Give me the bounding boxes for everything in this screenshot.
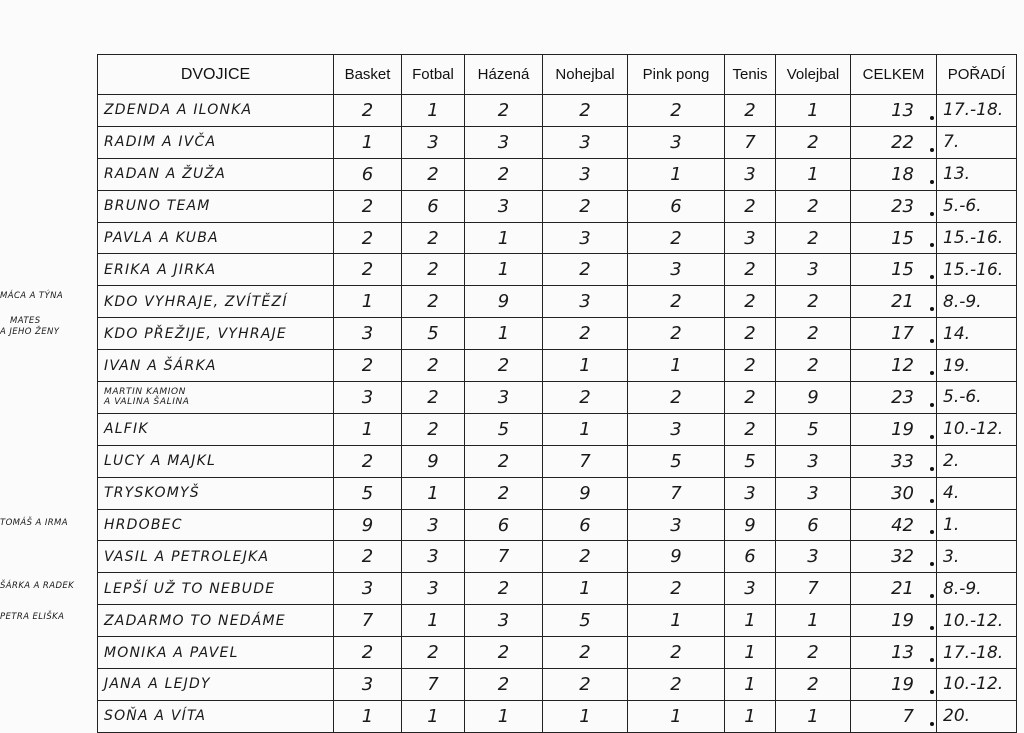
score-cell: 3	[334, 318, 402, 350]
total-cell: 32	[851, 541, 937, 573]
score-cell: 3	[725, 477, 776, 509]
table-row	[98, 509, 1017, 541]
score-cell: 6	[334, 158, 402, 190]
score-cell: 9	[543, 477, 628, 509]
score-cell: 9	[725, 509, 776, 541]
score-cell: 7	[334, 605, 402, 637]
score-cell: 3	[543, 158, 628, 190]
score-cell: 2	[776, 637, 851, 669]
score-cell: 2	[334, 541, 402, 573]
table-row	[98, 541, 1017, 573]
rank-cell: 10.-12.	[937, 669, 1017, 701]
score-cell: 3	[334, 573, 402, 605]
score-cell: 2	[725, 254, 776, 286]
score-cell: 3	[776, 541, 851, 573]
score-cell: 2	[465, 350, 543, 382]
rank-cell: 15.-16.	[937, 222, 1017, 254]
team-name: TRYSKOMYŠ	[98, 477, 334, 509]
table-row	[98, 637, 1017, 669]
score-cell: 3	[628, 254, 725, 286]
score-cell: 2	[543, 637, 628, 669]
score-cell: 2	[402, 637, 465, 669]
score-cell: 9	[628, 541, 725, 573]
score-cell: 3	[628, 413, 725, 445]
score-cell: 1	[402, 95, 465, 127]
score-cell: 2	[776, 318, 851, 350]
margin-note-row7: MÁCA A TÝNA	[0, 291, 64, 301]
score-cell: 6	[465, 509, 543, 541]
table-row	[98, 413, 1017, 445]
total-cell: 30	[851, 477, 937, 509]
score-cell: 3	[465, 190, 543, 222]
column-header: Házená	[465, 55, 543, 95]
score-cell: 2	[543, 95, 628, 127]
total-cell: 21	[851, 286, 937, 318]
score-cell: 2	[334, 95, 402, 127]
table-row	[98, 95, 1017, 127]
score-cell: 1	[543, 700, 628, 732]
score-cell: 1	[465, 254, 543, 286]
team-name: MONIKA A PAVEL	[98, 637, 334, 669]
column-header: Nohejbal	[543, 55, 628, 95]
table-row	[98, 573, 1017, 605]
score-cell: 2	[465, 95, 543, 127]
score-cell: 1	[334, 286, 402, 318]
score-cell: 3	[402, 541, 465, 573]
score-cell: 6	[776, 509, 851, 541]
score-cell: 3	[543, 222, 628, 254]
score-cell: 2	[628, 637, 725, 669]
column-header: Fotbal	[402, 55, 465, 95]
score-cell: 2	[543, 382, 628, 414]
rank-cell: 8.-9.	[937, 286, 1017, 318]
score-cell: 1	[334, 126, 402, 158]
column-header: DVOJICE	[98, 55, 334, 95]
rank-cell: 5.-6.	[937, 190, 1017, 222]
total-cell: 42	[851, 509, 937, 541]
score-cell: 3	[725, 222, 776, 254]
score-cell: 2	[725, 382, 776, 414]
score-cell: 7	[776, 573, 851, 605]
score-cell: 3	[465, 382, 543, 414]
rank-cell: 17.-18.	[937, 637, 1017, 669]
total-cell: 22	[851, 126, 937, 158]
score-cell: 3	[628, 509, 725, 541]
results-table	[97, 54, 1017, 733]
margin-note-row8-line1: MATES	[10, 316, 41, 326]
score-cell: 5	[543, 605, 628, 637]
rank-cell: 15.-16.	[937, 254, 1017, 286]
score-cell: 2	[543, 318, 628, 350]
score-cell: 7	[628, 477, 725, 509]
team-name: RADIM A IVČA	[98, 126, 334, 158]
table-row	[98, 254, 1017, 286]
score-cell: 1	[465, 318, 543, 350]
team-name: KDO VYHRAJE, ZVÍTĚZÍ	[98, 286, 334, 318]
total-cell: 18	[851, 158, 937, 190]
score-cell: 2	[402, 382, 465, 414]
score-cell: 3	[776, 477, 851, 509]
team-name: JANA A LEJDY	[98, 669, 334, 701]
total-cell: 7	[851, 700, 937, 732]
score-cell: 3	[402, 573, 465, 605]
table-row	[98, 669, 1017, 701]
team-name-line: A VALINA ŠALINA	[104, 397, 190, 408]
score-cell: 5	[628, 445, 725, 477]
score-cell: 7	[543, 445, 628, 477]
column-header: CELKEM	[851, 55, 937, 95]
score-cell: 2	[465, 573, 543, 605]
score-cell: 2	[776, 350, 851, 382]
team-name: BRUNO TEAM	[98, 190, 334, 222]
table-body	[98, 95, 1017, 733]
table-row	[98, 286, 1017, 318]
score-cell: 1	[465, 222, 543, 254]
score-cell: 2	[334, 350, 402, 382]
score-cell: 2	[334, 190, 402, 222]
score-cell: 2	[402, 350, 465, 382]
score-cell: 2	[725, 318, 776, 350]
score-cell: 1	[776, 605, 851, 637]
team-name	[98, 382, 334, 414]
score-cell: 2	[628, 95, 725, 127]
score-cell: 1	[725, 700, 776, 732]
score-cell: 2	[465, 445, 543, 477]
score-cell: 5	[465, 413, 543, 445]
margin-note-row17: PETRA ELIŠKA	[0, 612, 65, 622]
total-cell: 23	[851, 190, 937, 222]
team-name: ALFIK	[98, 413, 334, 445]
total-cell: 15	[851, 254, 937, 286]
score-cell: 3	[465, 605, 543, 637]
score-cell: 1	[543, 350, 628, 382]
score-cell: 2	[402, 222, 465, 254]
score-cell: 5	[402, 318, 465, 350]
total-cell: 23	[851, 382, 937, 414]
score-cell: 7	[725, 126, 776, 158]
table-row	[98, 222, 1017, 254]
margin-note-row16: ŠÁRKA A RADEK	[0, 581, 75, 591]
score-cell: 2	[776, 222, 851, 254]
score-cell: 2	[402, 254, 465, 286]
score-cell: 2	[725, 286, 776, 318]
score-cell: 1	[725, 605, 776, 637]
table-row	[98, 350, 1017, 382]
total-cell: 33	[851, 445, 937, 477]
total-cell: 13	[851, 95, 937, 127]
header-row	[98, 55, 1017, 95]
score-cell: 1	[628, 350, 725, 382]
score-cell: 2	[543, 254, 628, 286]
rank-cell: 20.	[937, 700, 1017, 732]
score-cell: 1	[402, 700, 465, 732]
rank-cell: 19.	[937, 350, 1017, 382]
team-name: HRDOBEC	[98, 509, 334, 541]
score-cell: 1	[465, 700, 543, 732]
score-cell: 2	[628, 382, 725, 414]
score-cell: 2	[725, 350, 776, 382]
team-name: RADAN A ŽUŽA	[98, 158, 334, 190]
score-cell: 1	[776, 158, 851, 190]
score-cell: 5	[776, 413, 851, 445]
score-cell: 2	[465, 637, 543, 669]
score-cell: 1	[543, 413, 628, 445]
score-cell: 2	[543, 190, 628, 222]
score-cell: 6	[402, 190, 465, 222]
score-cell: 3	[402, 126, 465, 158]
total-cell: 15	[851, 222, 937, 254]
total-cell: 13	[851, 637, 937, 669]
table-row	[98, 382, 1017, 414]
team-name: LEPŠÍ UŽ TO NEBUDE	[98, 573, 334, 605]
total-cell: 12	[851, 350, 937, 382]
score-cell: 9	[776, 382, 851, 414]
score-cell: 2	[628, 573, 725, 605]
table-row	[98, 158, 1017, 190]
total-cell: 21	[851, 573, 937, 605]
team-name: LUCY A MAJKL	[98, 445, 334, 477]
score-cell: 2	[334, 254, 402, 286]
score-cell: 1	[628, 605, 725, 637]
score-cell: 1	[334, 700, 402, 732]
score-cell: 2	[628, 286, 725, 318]
rank-cell: 7.	[937, 126, 1017, 158]
score-cell: 2	[776, 126, 851, 158]
score-cell: 2	[776, 190, 851, 222]
score-cell: 1	[402, 477, 465, 509]
table-row	[98, 126, 1017, 158]
table-row	[98, 445, 1017, 477]
score-cell: 2	[334, 445, 402, 477]
team-name: ERIKA A JIRKA	[98, 254, 334, 286]
score-cell: 2	[402, 286, 465, 318]
score-cell: 2	[465, 158, 543, 190]
score-cell: 6	[543, 509, 628, 541]
team-name: ZDENDA A ILONKA	[98, 95, 334, 127]
score-cell: 3	[465, 126, 543, 158]
score-cell: 1	[628, 158, 725, 190]
score-cell: 3	[628, 126, 725, 158]
score-cell: 1	[776, 95, 851, 127]
team-name-line: MARTIN KAMION	[104, 387, 187, 398]
team-name: IVAN A ŠÁRKA	[98, 350, 334, 382]
score-cell: 1	[725, 669, 776, 701]
score-cell: 9	[402, 445, 465, 477]
table-row	[98, 477, 1017, 509]
score-cell: 2	[402, 158, 465, 190]
score-cell: 2	[725, 95, 776, 127]
column-header: Pink pong	[628, 55, 725, 95]
score-cell: 3	[776, 254, 851, 286]
margin-note-row8-line2: A JEHO ŽENY	[0, 327, 60, 337]
score-cell: 2	[543, 669, 628, 701]
score-cell: 2	[776, 669, 851, 701]
rank-cell: 2.	[937, 445, 1017, 477]
rank-cell: 13.	[937, 158, 1017, 190]
total-cell: 19	[851, 605, 937, 637]
total-cell: 17	[851, 318, 937, 350]
score-cell: 1	[628, 700, 725, 732]
score-cell: 7	[402, 669, 465, 701]
score-cell: 3	[725, 573, 776, 605]
score-cell: 1	[334, 413, 402, 445]
rank-cell: 17.-18.	[937, 95, 1017, 127]
rank-cell: 8.-9.	[937, 573, 1017, 605]
score-cell: 2	[334, 222, 402, 254]
rank-cell: 14.	[937, 318, 1017, 350]
rank-cell: 5.-6.	[937, 382, 1017, 414]
score-cell: 1	[543, 573, 628, 605]
score-cell: 3	[402, 509, 465, 541]
rank-cell: 10.-12.	[937, 605, 1017, 637]
table-row	[98, 318, 1017, 350]
score-cell: 2	[334, 637, 402, 669]
score-cell: 2	[725, 190, 776, 222]
score-cell: 1	[725, 637, 776, 669]
margin-note-row14: TOMÁŠ A IRMA	[0, 518, 69, 528]
column-header: Basket	[334, 55, 402, 95]
score-cell: 9	[334, 509, 402, 541]
score-cell: 5	[725, 445, 776, 477]
score-cell: 1	[402, 605, 465, 637]
score-cell: 2	[628, 318, 725, 350]
column-header: Tenis	[725, 55, 776, 95]
total-cell: 19	[851, 669, 937, 701]
score-cell: 3	[334, 382, 402, 414]
score-cell: 3	[543, 286, 628, 318]
team-name: SOŇA A VÍTA	[98, 700, 334, 732]
score-cell: 3	[334, 669, 402, 701]
column-header: POŘADÍ	[937, 55, 1017, 95]
rank-cell: 3.	[937, 541, 1017, 573]
column-header: Volejbal	[776, 55, 851, 95]
score-cell: 2	[628, 222, 725, 254]
team-name: ZADARMO TO NEDÁME	[98, 605, 334, 637]
rank-cell: 4.	[937, 477, 1017, 509]
team-name: KDO PŘEŽIJE, VYHRAJE	[98, 318, 334, 350]
table-row	[98, 190, 1017, 222]
rank-cell: 10.-12.	[937, 413, 1017, 445]
score-cell: 2	[465, 669, 543, 701]
score-cell: 3	[725, 158, 776, 190]
team-name: PAVLA A KUBA	[98, 222, 334, 254]
score-cell: 6	[725, 541, 776, 573]
table-row	[98, 605, 1017, 637]
score-cell: 2	[628, 669, 725, 701]
score-cell: 3	[776, 445, 851, 477]
score-cell: 3	[543, 126, 628, 158]
score-cell: 2	[776, 286, 851, 318]
total-cell: 19	[851, 413, 937, 445]
score-cell: 6	[628, 190, 725, 222]
score-cell: 2	[465, 477, 543, 509]
score-cell: 2	[725, 413, 776, 445]
score-cell: 7	[465, 541, 543, 573]
team-name: VASIL A PETROLEJKA	[98, 541, 334, 573]
score-cell: 2	[543, 541, 628, 573]
table-row	[98, 700, 1017, 732]
score-cell: 5	[334, 477, 402, 509]
score-cell: 2	[402, 413, 465, 445]
score-cell: 1	[776, 700, 851, 732]
rank-cell: 1.	[937, 509, 1017, 541]
score-cell: 9	[465, 286, 543, 318]
